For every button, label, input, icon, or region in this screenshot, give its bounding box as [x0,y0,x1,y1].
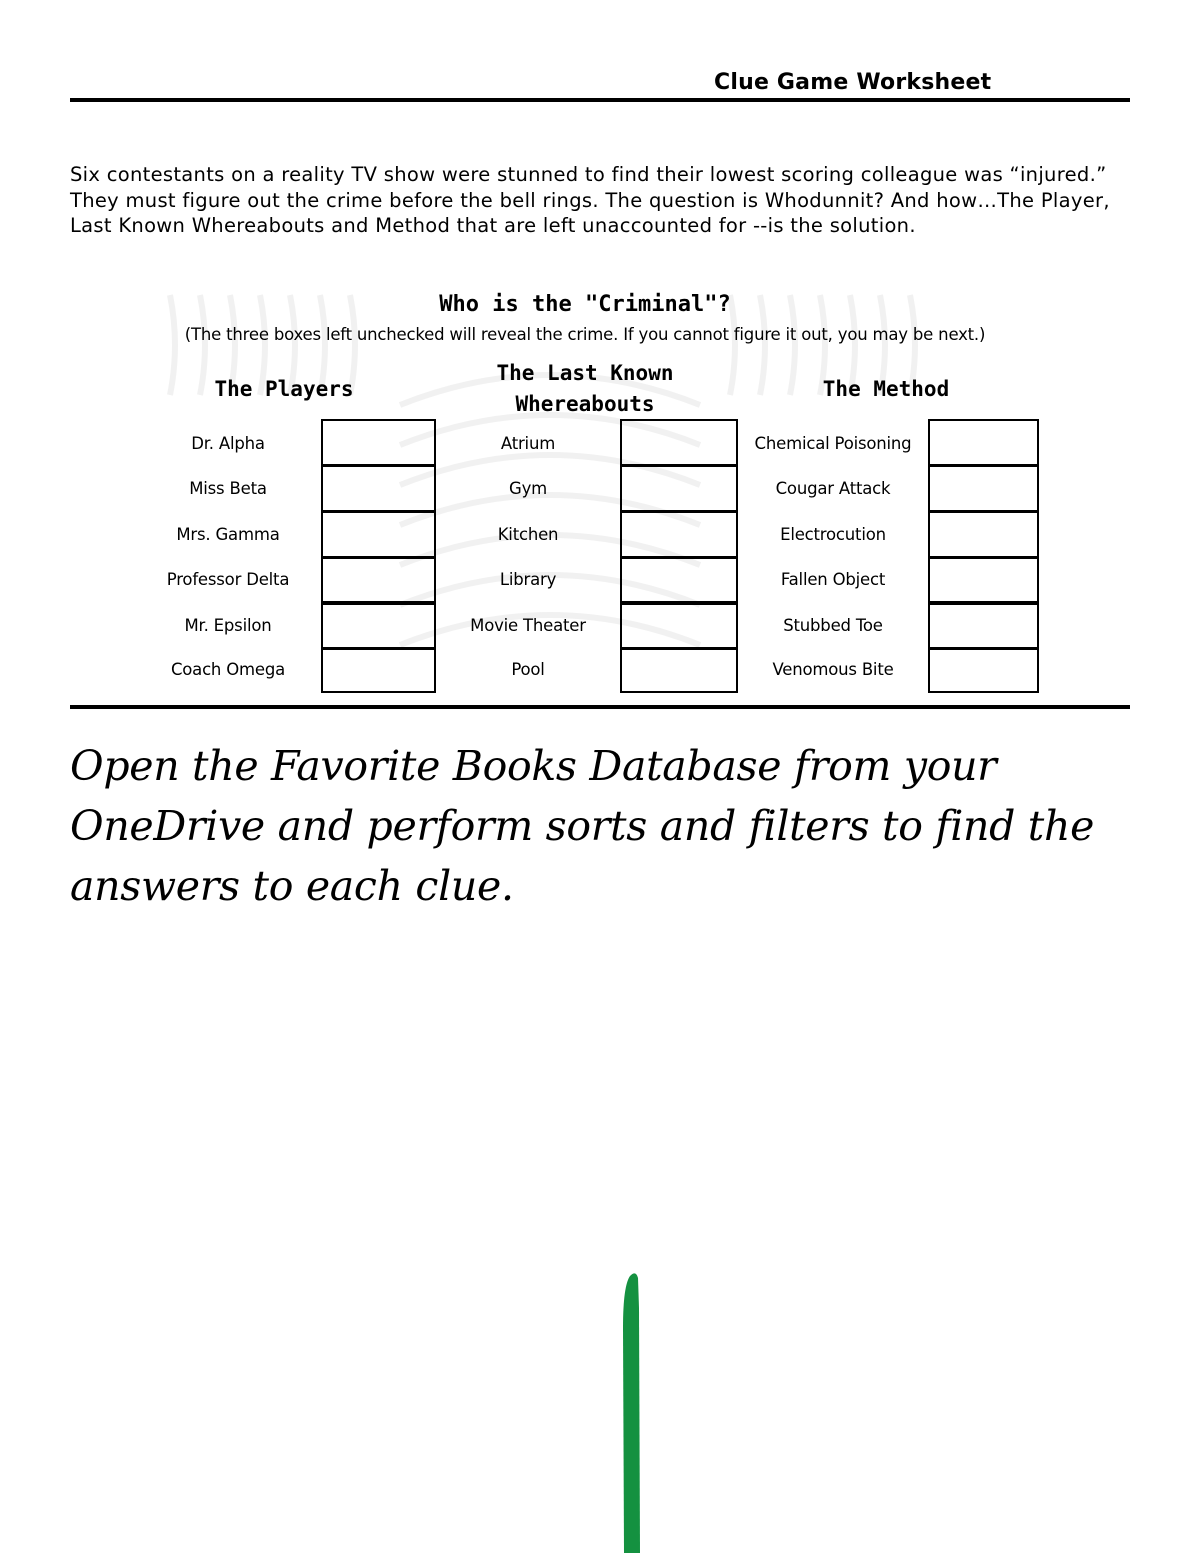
whereabouts-label: Atrium [500,434,556,453]
whereabouts-label: Kitchen [497,525,559,544]
player-label: Miss Beta [189,479,267,498]
method-label: Cougar Attack [775,479,891,498]
method-label: Fallen Object [780,570,886,589]
method-label: Chemical Poisoning [754,434,912,453]
whereabouts-checkbox[interactable] [620,419,738,467]
player-label: Coach Omega [170,660,286,679]
method-label: Electrocution [780,525,886,544]
method-checkbox[interactable] [928,510,1039,559]
whereabouts-checkbox[interactable] [620,556,738,605]
player-checkbox[interactable] [321,419,436,467]
table-divider [70,705,1130,709]
whereabouts-column-header: The Last Known Whereabouts [496,361,674,416]
player-label: Dr. Alpha [191,434,265,453]
instruction-text: Open the Favorite Books Database from your OneDrive and perform sorts and filters to find the answers to each clue. [70,742,1095,910]
player-checkbox[interactable] [321,647,436,693]
method-checkbox[interactable] [928,419,1039,467]
player-checkbox[interactable] [321,510,436,559]
header-divider [70,98,1130,102]
whereabouts-checkbox[interactable] [620,647,738,693]
worksheet-title: Clue Game Worksheet [714,70,992,95]
criminal-table-title: Who is the "Criminal"? [439,292,731,317]
criminal-table-subtitle: (The three boxes left unchecked will reveal the crime. If you cannot figure it out, you may be next.) [184,325,986,344]
whereabouts-label: Movie Theater [470,616,586,635]
player-checkbox[interactable] [321,556,436,605]
whereabouts-label: Pool [511,660,545,679]
method-checkbox[interactable] [928,647,1039,693]
whereabouts-checkbox[interactable] [620,464,738,513]
method-checkbox[interactable] [928,464,1039,513]
method-label: Stubbed Toe [783,616,883,635]
whereabouts-label: Gym [508,479,548,498]
player-label: Professor Delta [166,570,290,589]
player-checkbox[interactable] [321,464,436,513]
player-checkbox[interactable] [321,601,436,650]
intro-paragraph: Six contestants on a reality TV show were stunned to find their lowest scoring colleague was “injured.” They must figure out the crime before the bell rings. The question is Whodunnit? And how…The Player, Last Known Whereabouts and Method that are left unaccounted for --is the solution. [70,163,1110,237]
whereabouts-label: Library [499,570,557,589]
player-label: Mrs. Gamma [176,525,280,544]
player-label: Mr. Epsilon [184,616,272,635]
green-marker-stroke [618,1268,648,1553]
method-label: Venomous Bite [772,660,894,679]
players-column-header: The Players [214,377,354,401]
method-column-header: The Method [822,377,950,401]
whereabouts-checkbox[interactable] [620,601,738,650]
whereabouts-checkbox[interactable] [620,510,738,559]
method-checkbox[interactable] [928,556,1039,605]
method-checkbox[interactable] [928,601,1039,650]
